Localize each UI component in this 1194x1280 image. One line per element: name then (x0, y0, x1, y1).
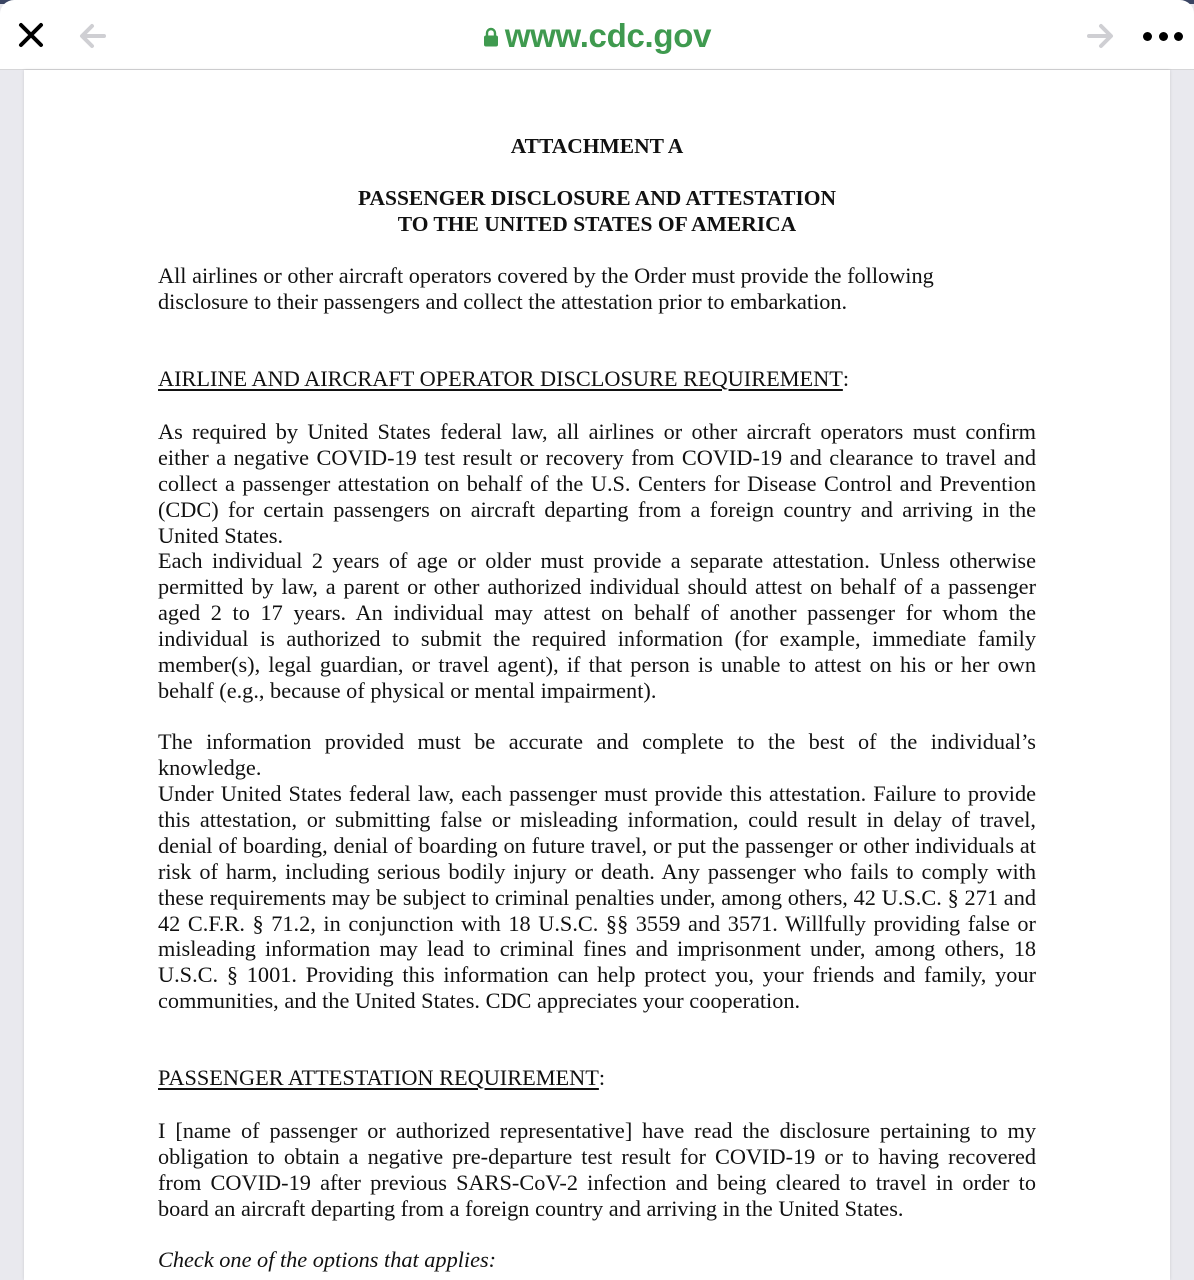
attachment-label: ATTACHMENT A (510, 134, 684, 158)
document-title-line1: PASSENGER DISCLOSURE AND ATTESTATION (357, 186, 837, 210)
intro-line2: disclosure to their passengers and collect the attestation prior to embarkation. (158, 289, 848, 314)
lock-icon (483, 27, 499, 47)
check-options-instruction: Check one of the options that applies: (158, 1247, 497, 1272)
section-heading-text: AIRLINE AND AIRCRAFT OPERATOR DISCLOSURE REQUIREMENT (158, 366, 843, 391)
section-heading-disclosure (158, 366, 849, 392)
attestation-paragraph: I [name of passenger or authorized representative] have read the disclosure pertaining to my obligation to obtain a negative pre-departure test result for COVID-19 or to having recovered from COVID-19 after previous SARS-CoV-2 infection and being cleared to travel in order to board an aircraft departing from a foreign country and arriving in the United States. (158, 1118, 1036, 1221)
pdf-page[interactable] (24, 70, 1170, 1280)
forward-button[interactable] (1085, 22, 1115, 50)
url-text: www.cdc.gov (504, 17, 712, 54)
heading-colon: : (598, 1065, 606, 1090)
disclosure-paragraph-1: As required by United States federal law, all airlines or other aircraft operators must confirm either a negative COVID-19 test result or recovery from COVID-19 and clearance to travel and collect a passenger attestation on behalf of the U.S. Centers for Disease Control and Prevention (CDC) for certain passengers on aircraft departing from a foreign country and arriving in the United States. (158, 419, 1036, 548)
more-dots-icon (1143, 32, 1152, 41)
disclosure-paragraph-3: The information provided must be accurate and complete to the best of the individual’s knowledge. (158, 729, 1036, 780)
heading-colon: : (842, 366, 850, 391)
intro-line1: All airlines or other aircraft operators covered by the Order must provide the following (158, 263, 934, 288)
browser-toolbar (0, 0, 1194, 70)
more-options-button[interactable] (1143, 26, 1183, 46)
arrow-right-icon (1085, 22, 1115, 50)
more-dots-icon (1174, 32, 1183, 41)
more-dots-icon (1159, 32, 1168, 41)
address-bar[interactable] (0, 16, 1194, 56)
disclosure-paragraph-2: Each individual 2 years of age or older must provide a separate attestation. Unless otherwise permitted by law, a parent or other authorized individual should attest on behalf of a passenger aged 2 to 17 years. An individual may attest on behalf of another passenger for whom the individual is authorized to submit the required information (for example, immediate family member(s), legal guardian, or travel agent), if that person is unable to attest on his or her own behalf (e.g., because of physical or mental impairment). (158, 548, 1036, 703)
disclosure-paragraph-4: Under United States federal law, each passenger must provide this attestation. Failure to provide this attestation, or submitting false or misleading information, could result in delay of travel, denial of boarding, denial of boarding on future travel, or put the passenger or other individuals at risk of harm, including serious bodily injury or death. Any passenger who fails to comply with these requirements may be subject to criminal penalties under, among others, 42 U.S.C. § 271 and 42 C.F.R. § 71.2, in conjunction with 18 U.S.C. §§ 3559 and 3571. Willfully providing false or misleading information may lead to criminal fines and imprisonment under, among others, 18 U.S.C. § 1001. Providing this information can help protect you, your friends and family, your communities, and the United States. CDC appreciates your cooperation. (158, 781, 1036, 1014)
section-heading-text: PASSENGER ATTESTATION REQUIREMENT (158, 1065, 599, 1090)
document-title-line2: TO THE UNITED STATES OF AMERICA (397, 212, 797, 236)
section-heading-attestation (158, 1065, 605, 1091)
